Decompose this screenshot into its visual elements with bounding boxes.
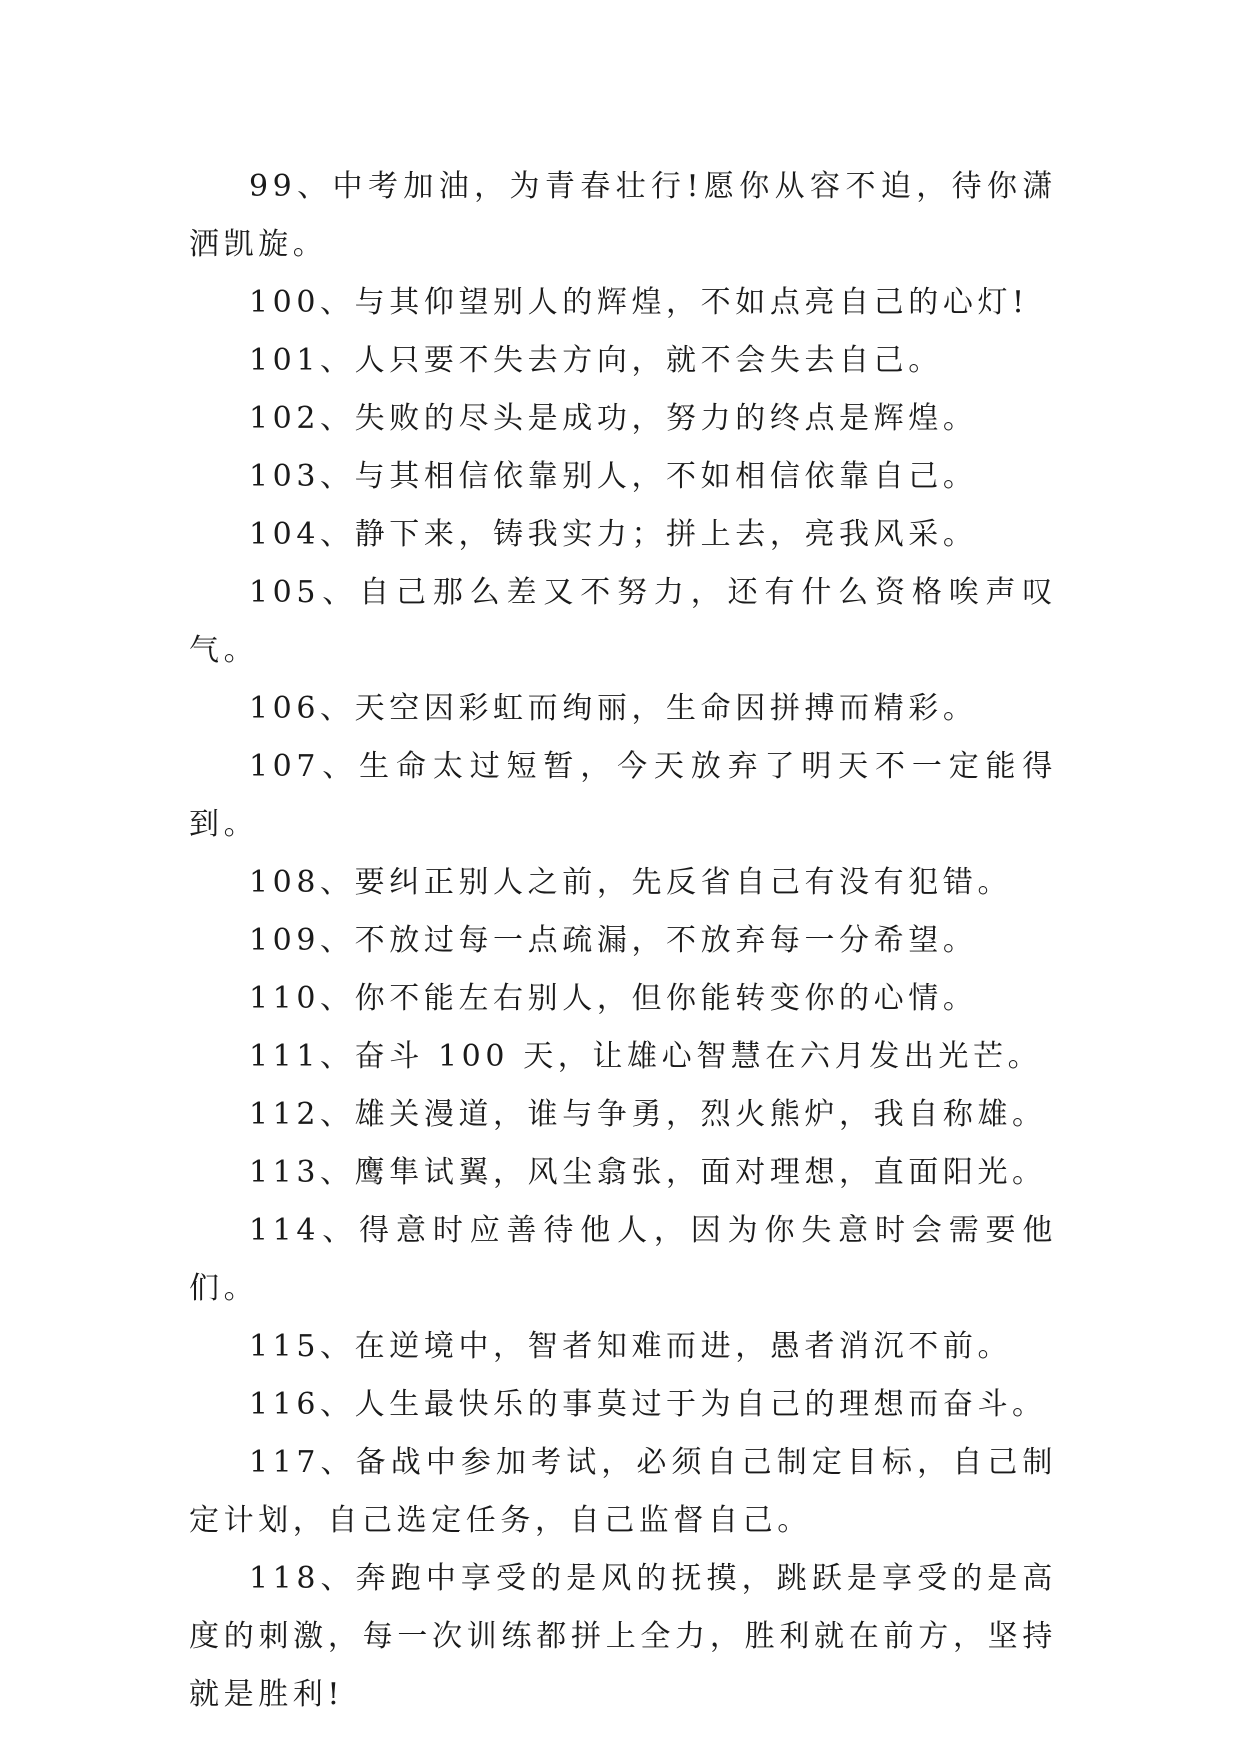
paragraph-116: 116、人生最快乐的事莫过于为自己的理想而奋斗。 <box>249 1387 1047 1422</box>
paragraph-118: 118、奔跑中享受的是风的抚摸，跳跃是享受的是高度的刺激，每一次训练都拼上全力，胜利就在前方，坚持就是胜利! <box>189 1561 1057 1712</box>
paragraph-115: 115、在逆境中，智者知难而进，愚者消沉不前。 <box>249 1329 1013 1364</box>
paragraph-109: 109、不放过每一点疏漏，不放弃每一分希望。 <box>249 923 978 958</box>
paragraph-106: 106、天空因彩虹而绚丽，生命因拼搏而精彩。 <box>249 691 978 726</box>
paragraph-104: 104、静下来，铸我实力；拼上去，亮我风采。 <box>249 517 978 552</box>
paragraph-100: 100、与其仰望别人的辉煌，不如点亮自己的心灯! <box>249 285 1029 320</box>
paragraph-102: 102、失败的尽头是成功，努力的终点是辉煌。 <box>249 401 978 436</box>
paragraph-99: 99、中考加油，为青春壮行!愿你从容不迫，待你潇洒凯旋。 <box>189 169 1057 262</box>
paragraph-110: 110、你不能左右别人，但你能转变你的心情。 <box>249 981 978 1016</box>
paragraph-105: 105、自己那么差又不努力，还有什么资格唉声叹气。 <box>189 575 1057 668</box>
paragraph-114: 114、得意时应善待他人，因为你失意时会需要他们。 <box>189 1213 1057 1306</box>
paragraph-112: 112、雄关漫道，谁与争勇，烈火熊炉，我自称雄。 <box>249 1097 1047 1132</box>
paragraph-103: 103、与其相信依靠别人，不如相信依靠自己。 <box>249 459 978 494</box>
paragraph-101: 101、人只要不失去方向，就不会失去自己。 <box>249 343 943 378</box>
paragraph-107: 107、生命太过短暂，今天放弃了明天不一定能得到。 <box>189 749 1057 842</box>
paragraph-108: 108、要纠正别人之前，先反省自己有没有犯错。 <box>249 865 1013 900</box>
paragraph-113: 113、鹰隼试翼，风尘翕张，面对理想，直面阳光。 <box>249 1155 1047 1190</box>
paragraph-111: 111、奋斗 100 天，让雄心智慧在六月发出光芒。 <box>249 1039 1043 1074</box>
document-body <box>189 158 1057 1724</box>
paragraph-117: 117、备战中参加考试，必须自己制定目标，自己制定计划，自己选定任务，自己监督自己。 <box>189 1445 1057 1538</box>
